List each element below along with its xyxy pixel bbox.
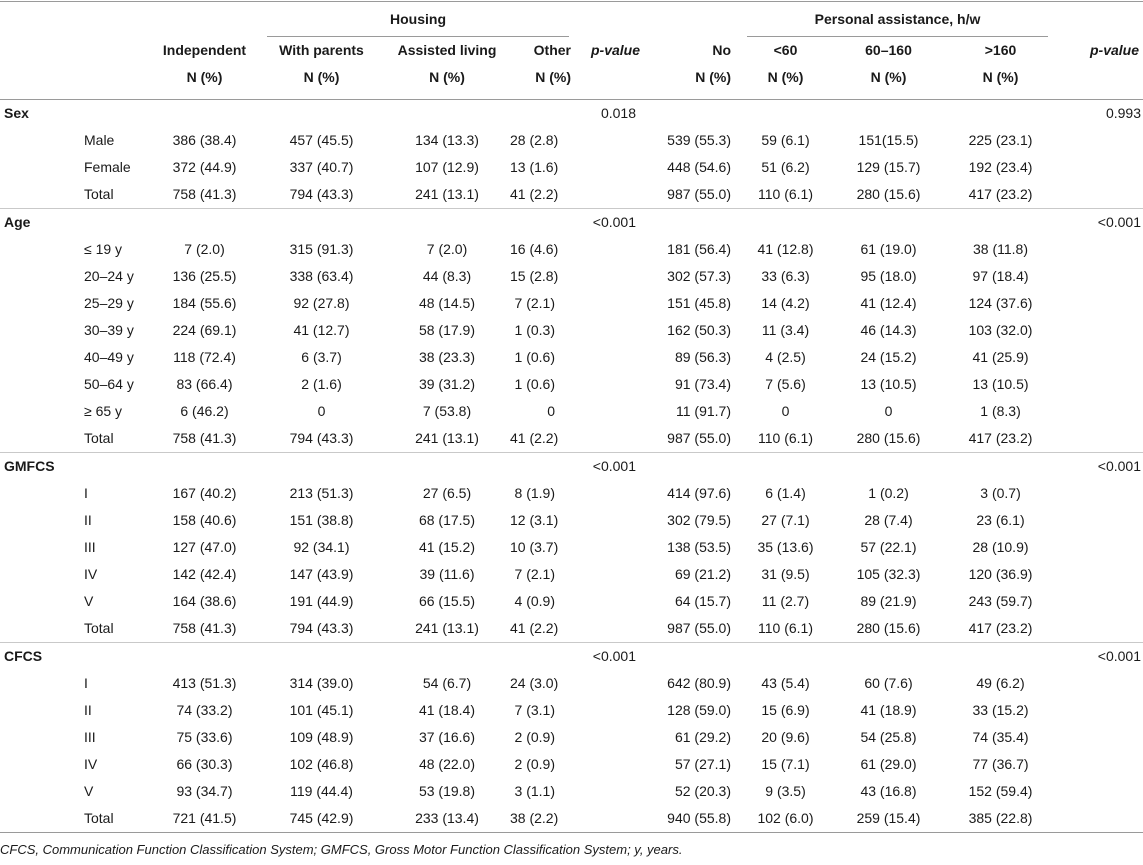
table-cell: 61 (29.2) bbox=[674, 729, 731, 745]
table-cell: 414 (97.6) bbox=[667, 485, 731, 501]
row-label: 30–39 y bbox=[84, 322, 134, 338]
table-cell: 75 (33.6) bbox=[176, 729, 233, 745]
table-cell: 136 (25.5) bbox=[172, 268, 237, 284]
table-cell: 151 (45.8) bbox=[667, 295, 731, 311]
col-assisted-living: Assisted living bbox=[397, 42, 497, 58]
row-label: Total bbox=[84, 620, 114, 636]
p-value-housing: 0.018 bbox=[577, 100, 644, 128]
table-cell: 7 (3.1) bbox=[514, 702, 555, 718]
table-cell: 3 (1.1) bbox=[514, 783, 555, 799]
table-cell: 457 (45.5) bbox=[289, 132, 354, 148]
table-cell: 241 (13.1) bbox=[415, 186, 479, 202]
table-row bbox=[0, 398, 1143, 425]
table-row bbox=[0, 724, 1143, 751]
table-cell: 2 (1.6) bbox=[301, 376, 342, 392]
table-cell: 3 (0.7) bbox=[980, 485, 1021, 501]
section-label: CFCS bbox=[0, 643, 150, 671]
table-cell: 57 (22.1) bbox=[860, 539, 917, 555]
table-cell: 54 (6.7) bbox=[422, 675, 472, 691]
table-row bbox=[0, 615, 1143, 643]
table-cell: 152 (59.4) bbox=[968, 783, 1033, 799]
table-cell: 92 (27.8) bbox=[293, 295, 350, 311]
table-cell: 259 (15.4) bbox=[832, 805, 945, 833]
table-cell: 11 (91.7) bbox=[676, 403, 731, 419]
header-unit-row bbox=[0, 64, 1143, 100]
table-cell: 28 (2.8) bbox=[510, 132, 559, 148]
table-row bbox=[0, 127, 1143, 154]
table-cell: 41 (12.7) bbox=[293, 322, 350, 338]
table-cell: 758 (41.3) bbox=[172, 620, 237, 636]
row-label: 50–64 y bbox=[84, 376, 134, 392]
col-independent: Independent bbox=[162, 42, 247, 58]
table-cell: 33 (15.2) bbox=[972, 702, 1029, 718]
housing-group-header: Housing bbox=[259, 2, 577, 38]
unit-label: N (%) bbox=[150, 64, 259, 100]
row-label: III bbox=[84, 729, 96, 745]
table-cell: 940 (55.8) bbox=[644, 805, 739, 833]
table-cell: 6 (3.7) bbox=[301, 349, 342, 365]
table-cell: 64 (15.7) bbox=[674, 593, 731, 609]
table-cell: 13 (1.6) bbox=[510, 159, 559, 175]
unit-label: N (%) bbox=[832, 64, 945, 100]
table-cell: 7 (5.6) bbox=[765, 376, 806, 392]
table-cell: 417 (23.2) bbox=[968, 186, 1033, 202]
row-label: IV bbox=[84, 566, 98, 582]
table-cell: 225 (23.1) bbox=[968, 132, 1033, 148]
table-cell: 158 (40.6) bbox=[172, 512, 237, 528]
table-footnote: CFCS, Communication Function Classification System; GMFCS, Gross Motor Function Classification System; y, years. bbox=[0, 842, 683, 857]
table-row bbox=[0, 507, 1143, 534]
table-cell: 184 (55.6) bbox=[172, 295, 237, 311]
table-cell: 102 (6.0) bbox=[739, 805, 832, 833]
table-cell: 27 (6.5) bbox=[422, 485, 472, 501]
section-label: Age bbox=[0, 209, 150, 237]
p-value-housing: <0.001 bbox=[577, 643, 644, 671]
table-cell: 53 (19.8) bbox=[418, 783, 476, 799]
table-cell: 41 (12.8) bbox=[757, 241, 814, 257]
table-row bbox=[0, 670, 1143, 697]
table-cell: 129 (15.7) bbox=[856, 159, 921, 175]
table-cell: 794 (43.3) bbox=[289, 186, 354, 202]
row-label: II bbox=[84, 512, 92, 528]
table-cell: 191 (44.9) bbox=[289, 593, 354, 609]
table-cell: 110 (6.1) bbox=[758, 620, 813, 636]
table-cell: 110 (6.1) bbox=[758, 430, 813, 446]
table-cell: 224 (69.1) bbox=[172, 322, 237, 338]
table-cell: 4 (2.5) bbox=[765, 349, 806, 365]
table-cell: 43 (5.4) bbox=[761, 675, 810, 691]
table-cell: 13 (10.5) bbox=[860, 376, 917, 392]
table-cell: 43 (16.8) bbox=[860, 783, 917, 799]
table-cell: 110 (6.1) bbox=[758, 186, 813, 202]
table-row bbox=[0, 317, 1143, 344]
table-cell: 241 (13.1) bbox=[415, 430, 479, 446]
table-cell: 302 (57.3) bbox=[667, 268, 731, 284]
table-cell: 39 (31.2) bbox=[418, 376, 476, 392]
unit-label: N (%) bbox=[384, 64, 510, 100]
table-cell: 119 (44.4) bbox=[290, 783, 353, 799]
section-row bbox=[0, 100, 1143, 128]
table-cell: 38 (2.2) bbox=[510, 805, 577, 833]
section-row bbox=[0, 453, 1143, 481]
table-cell: 386 (38.4) bbox=[172, 132, 237, 148]
table-cell: 794 (43.3) bbox=[289, 430, 354, 446]
table-cell: 10 (3.7) bbox=[510, 539, 559, 555]
row-label: V bbox=[84, 783, 94, 799]
table-cell: 213 (51.3) bbox=[289, 485, 354, 501]
table-cell: 0 bbox=[317, 403, 326, 419]
table-cell: 118 (72.4) bbox=[173, 349, 236, 365]
table-cell: 105 (32.3) bbox=[856, 566, 921, 582]
table-cell: 280 (15.6) bbox=[856, 430, 921, 446]
col-with-parents: With parents bbox=[279, 42, 364, 58]
table-cell: 314 (39.0) bbox=[289, 675, 354, 691]
col-other: Other bbox=[533, 42, 571, 58]
section-label: GMFCS bbox=[0, 453, 150, 481]
table-cell: 35 (13.6) bbox=[757, 539, 814, 555]
table-cell: 987 (55.0) bbox=[667, 430, 731, 446]
table-cell: 103 (32.0) bbox=[968, 322, 1033, 338]
row-label: Male bbox=[84, 132, 115, 148]
table-cell: 745 (42.9) bbox=[259, 805, 384, 833]
section-label: Sex bbox=[0, 100, 150, 128]
table-cell: 7 (2.0) bbox=[184, 241, 225, 257]
table-cell: 6 (1.4) bbox=[765, 485, 806, 501]
table-cell: 192 (23.4) bbox=[968, 159, 1033, 175]
table-cell: 134 (13.3) bbox=[415, 132, 479, 148]
table-cell: 1 (0.2) bbox=[868, 485, 909, 501]
section-row bbox=[0, 643, 1143, 671]
table-cell: 23 (6.1) bbox=[976, 512, 1025, 528]
table-row bbox=[0, 480, 1143, 507]
table-cell: 89 (56.3) bbox=[674, 349, 731, 365]
table-row bbox=[0, 181, 1143, 209]
table-row bbox=[0, 425, 1143, 453]
table-cell: 151(15.5) bbox=[858, 132, 919, 148]
personal-assistance-group-header: Personal assistance, h/w bbox=[739, 2, 1056, 38]
row-label: 40–49 y bbox=[84, 349, 134, 365]
results-table bbox=[0, 1, 1143, 833]
table-cell: 128 (59.0) bbox=[667, 702, 731, 718]
table-cell: 0 bbox=[781, 403, 790, 419]
table-cell: 758 (41.3) bbox=[172, 186, 237, 202]
table-row bbox=[0, 371, 1143, 398]
row-label: Total bbox=[84, 430, 114, 446]
row-label: V bbox=[84, 593, 94, 609]
table-cell: 7 (2.0) bbox=[426, 241, 468, 257]
table-cell: 372 (44.9) bbox=[172, 159, 237, 175]
table-cell: 44 (8.3) bbox=[422, 268, 472, 284]
table-cell: 28 (7.4) bbox=[864, 512, 913, 528]
table-cell: 109 (48.9) bbox=[289, 729, 354, 745]
table-cell: 7 (2.1) bbox=[514, 295, 555, 311]
row-label: Total bbox=[84, 186, 114, 202]
p-value-personal-assistance: 0.993 bbox=[1056, 100, 1143, 128]
table-cell: 448 (54.6) bbox=[667, 159, 731, 175]
table-cell: 164 (38.6) bbox=[172, 593, 237, 609]
row-label: Total bbox=[0, 805, 150, 833]
table-cell: 11 (2.7) bbox=[761, 593, 810, 609]
table-cell: 41 (2.2) bbox=[510, 430, 559, 446]
table-cell: 15 (2.8) bbox=[510, 268, 559, 284]
table-body bbox=[0, 100, 1143, 833]
table-cell: 51 (6.2) bbox=[761, 159, 810, 175]
table-cell: 91 (73.4) bbox=[674, 376, 731, 392]
table-cell: 41 (2.2) bbox=[510, 186, 559, 202]
section-row bbox=[0, 209, 1143, 237]
table-cell: 0 bbox=[884, 403, 893, 419]
table-cell: 14 (4.2) bbox=[761, 295, 810, 311]
table-row bbox=[0, 263, 1143, 290]
table-cell: 74 (35.4) bbox=[972, 729, 1029, 745]
table-cell: 181 (56.4) bbox=[667, 241, 731, 257]
table-cell: 15 (6.9) bbox=[761, 702, 810, 718]
table-cell: 9 (3.5) bbox=[765, 783, 806, 799]
table-cell: 2 (0.9) bbox=[514, 756, 555, 772]
table-cell: 315 (91.3) bbox=[289, 241, 354, 257]
table-cell: 24 (15.2) bbox=[860, 349, 917, 365]
table-row bbox=[0, 751, 1143, 778]
table-cell: 41 (2.2) bbox=[510, 620, 559, 636]
col-p-value-housing: p-value bbox=[590, 42, 640, 58]
table-cell: 138 (53.5) bbox=[667, 539, 731, 555]
table-cell: 101 (45.1) bbox=[289, 702, 354, 718]
row-label: III bbox=[84, 539, 96, 555]
table-cell: 721 (41.5) bbox=[150, 805, 259, 833]
table-cell: 642 (80.9) bbox=[667, 675, 731, 691]
table-cell: 16 (4.6) bbox=[510, 241, 559, 257]
table-cell: 7 (2.1) bbox=[514, 566, 555, 582]
table-cell: 8 (1.9) bbox=[514, 485, 555, 501]
p-value-housing: <0.001 bbox=[577, 453, 644, 481]
table-cell: 37 (16.6) bbox=[418, 729, 476, 745]
table-row bbox=[0, 778, 1143, 805]
table-cell: 66 (30.3) bbox=[176, 756, 233, 772]
table-row bbox=[0, 344, 1143, 371]
table-cell: 794 (43.3) bbox=[289, 620, 354, 636]
table-cell: 39 (11.6) bbox=[419, 566, 475, 582]
table-row bbox=[0, 236, 1143, 263]
table-cell: 1 (0.3) bbox=[514, 322, 555, 338]
row-label: ≤ 19 y bbox=[84, 241, 123, 257]
table-cell: 987 (55.0) bbox=[667, 186, 731, 202]
table-cell: 49 (6.2) bbox=[976, 675, 1025, 691]
row-label: Female bbox=[84, 159, 131, 175]
table-cell: 1 (0.6) bbox=[514, 349, 555, 365]
table-cell: 12 (3.1) bbox=[510, 512, 559, 528]
header-group-row bbox=[0, 2, 1143, 38]
table-cell: 120 (36.9) bbox=[968, 566, 1033, 582]
table-cell: 46 (14.3) bbox=[860, 322, 917, 338]
table-cell: 167 (40.2) bbox=[172, 485, 237, 501]
row-label: 25–29 y bbox=[84, 295, 134, 311]
table-cell: 41 (18.9) bbox=[860, 702, 917, 718]
table-cell: 33 (6.3) bbox=[761, 268, 810, 284]
table-cell: 15 (7.1) bbox=[761, 756, 810, 772]
table-cell: 95 (18.0) bbox=[860, 268, 917, 284]
unit-label: N (%) bbox=[739, 64, 832, 100]
table-cell: 102 (46.8) bbox=[289, 756, 354, 772]
table-cell: 97 (18.4) bbox=[972, 268, 1029, 284]
table-cell: 241 (13.1) bbox=[415, 620, 479, 636]
table-cell: 539 (55.3) bbox=[667, 132, 731, 148]
unit-label: N (%) bbox=[259, 64, 384, 100]
p-value-housing: <0.001 bbox=[577, 209, 644, 237]
row-label: ≥ 65 y bbox=[84, 403, 123, 419]
table-cell: 147 (43.9) bbox=[289, 566, 354, 582]
table-cell: 280 (15.6) bbox=[856, 186, 921, 202]
table-cell: 83 (66.4) bbox=[176, 376, 233, 392]
table-cell: 6 (46.2) bbox=[180, 403, 229, 419]
table-cell: 2 (0.9) bbox=[514, 729, 555, 745]
row-label: IV bbox=[84, 756, 98, 772]
col-60-160: 60–160 bbox=[865, 42, 912, 58]
row-label: 20–24 y bbox=[84, 268, 134, 284]
row-label: I bbox=[84, 485, 88, 501]
header-column-row bbox=[0, 37, 1143, 64]
table-cell: 92 (34.1) bbox=[293, 539, 350, 555]
col-gt160: >160 bbox=[984, 42, 1017, 58]
unit-label: N (%) bbox=[510, 64, 577, 100]
table-cell: 11 (3.4) bbox=[761, 322, 810, 338]
table-cell: 417 (23.2) bbox=[968, 620, 1033, 636]
table-cell: 31 (9.5) bbox=[761, 566, 810, 582]
table-cell: 68 (17.5) bbox=[418, 512, 476, 528]
table-row bbox=[0, 588, 1143, 615]
table-cell: 28 (10.9) bbox=[972, 539, 1029, 555]
table-cell: 48 (22.0) bbox=[418, 756, 476, 772]
table-cell: 93 (34.7) bbox=[176, 783, 233, 799]
unit-label: N (%) bbox=[644, 64, 739, 100]
col-lt60: <60 bbox=[773, 42, 798, 58]
table-cell: 337 (40.7) bbox=[289, 159, 354, 175]
table-row bbox=[0, 805, 1143, 833]
table-cell: 58 (17.9) bbox=[418, 322, 476, 338]
table-cell: 338 (63.4) bbox=[289, 268, 354, 284]
table-cell: 54 (25.8) bbox=[860, 729, 917, 745]
p-value-personal-assistance: <0.001 bbox=[1056, 453, 1143, 481]
table-cell: 60 (7.6) bbox=[864, 675, 913, 691]
table-cell: 38 (23.3) bbox=[418, 349, 476, 365]
table-cell: 38 (11.8) bbox=[973, 241, 1028, 257]
table-cell: 1 (8.3) bbox=[980, 403, 1021, 419]
table-row bbox=[0, 154, 1143, 181]
table-cell: 124 (37.6) bbox=[968, 295, 1033, 311]
table-cell: 48 (14.5) bbox=[418, 295, 476, 311]
col-no: No bbox=[712, 42, 731, 58]
table-cell: 151 (38.8) bbox=[289, 512, 354, 528]
table-cell: 59 (6.1) bbox=[761, 132, 810, 148]
table-cell: 385 (22.8) bbox=[945, 805, 1056, 833]
table-cell: 280 (15.6) bbox=[856, 620, 921, 636]
table-cell: 127 (47.0) bbox=[172, 539, 237, 555]
col-p-value-pa: p-value bbox=[1090, 42, 1140, 58]
table-cell: 4 (0.9) bbox=[514, 593, 555, 609]
table-cell: 41 (18.4) bbox=[418, 702, 476, 718]
table-cell: 417 (23.2) bbox=[968, 430, 1033, 446]
table-cell: 243 (59.7) bbox=[968, 593, 1033, 609]
row-label: II bbox=[84, 702, 92, 718]
table-cell: 142 (42.4) bbox=[172, 566, 237, 582]
table-header bbox=[0, 2, 1143, 100]
table-cell: 0 bbox=[547, 403, 555, 419]
table-cell: 61 (29.0) bbox=[860, 756, 917, 772]
table-cell: 66 (15.5) bbox=[418, 593, 476, 609]
table-cell: 162 (50.3) bbox=[667, 322, 731, 338]
table-cell: 89 (21.9) bbox=[860, 593, 917, 609]
table-cell: 52 (20.3) bbox=[674, 783, 731, 799]
table-cell: 20 (9.6) bbox=[761, 729, 810, 745]
table-cell: 413 (51.3) bbox=[172, 675, 237, 691]
table-cell: 74 (33.2) bbox=[176, 702, 233, 718]
table-cell: 41 (15.2) bbox=[418, 539, 476, 555]
table-cell: 41 (12.4) bbox=[860, 295, 917, 311]
table-cell: 233 (13.4) bbox=[384, 805, 510, 833]
p-value-personal-assistance: <0.001 bbox=[1056, 209, 1143, 237]
table-cell: 41 (25.9) bbox=[972, 349, 1029, 365]
table-cell: 987 (55.0) bbox=[667, 620, 731, 636]
table-cell: 758 (41.3) bbox=[172, 430, 237, 446]
table-cell: 61 (19.0) bbox=[860, 241, 917, 257]
table-cell: 27 (7.1) bbox=[761, 512, 810, 528]
table-cell: 57 (27.1) bbox=[674, 756, 731, 772]
table-cell: 13 (10.5) bbox=[972, 376, 1029, 392]
table-row bbox=[0, 534, 1143, 561]
table-cell: 7 (53.8) bbox=[422, 403, 472, 419]
table-cell: 24 (3.0) bbox=[510, 675, 559, 691]
table-row bbox=[0, 290, 1143, 317]
table-cell: 1 (0.6) bbox=[514, 376, 555, 392]
table-row bbox=[0, 697, 1143, 724]
table-cell: 77 (36.7) bbox=[972, 756, 1029, 772]
table-row bbox=[0, 561, 1143, 588]
unit-label: N (%) bbox=[945, 64, 1056, 100]
table-cell: 107 (12.9) bbox=[415, 159, 479, 175]
p-value-personal-assistance: <0.001 bbox=[1056, 643, 1143, 671]
table-cell: 69 (21.2) bbox=[674, 566, 731, 582]
table-cell: 302 (79.5) bbox=[667, 512, 731, 528]
row-label: I bbox=[84, 675, 88, 691]
